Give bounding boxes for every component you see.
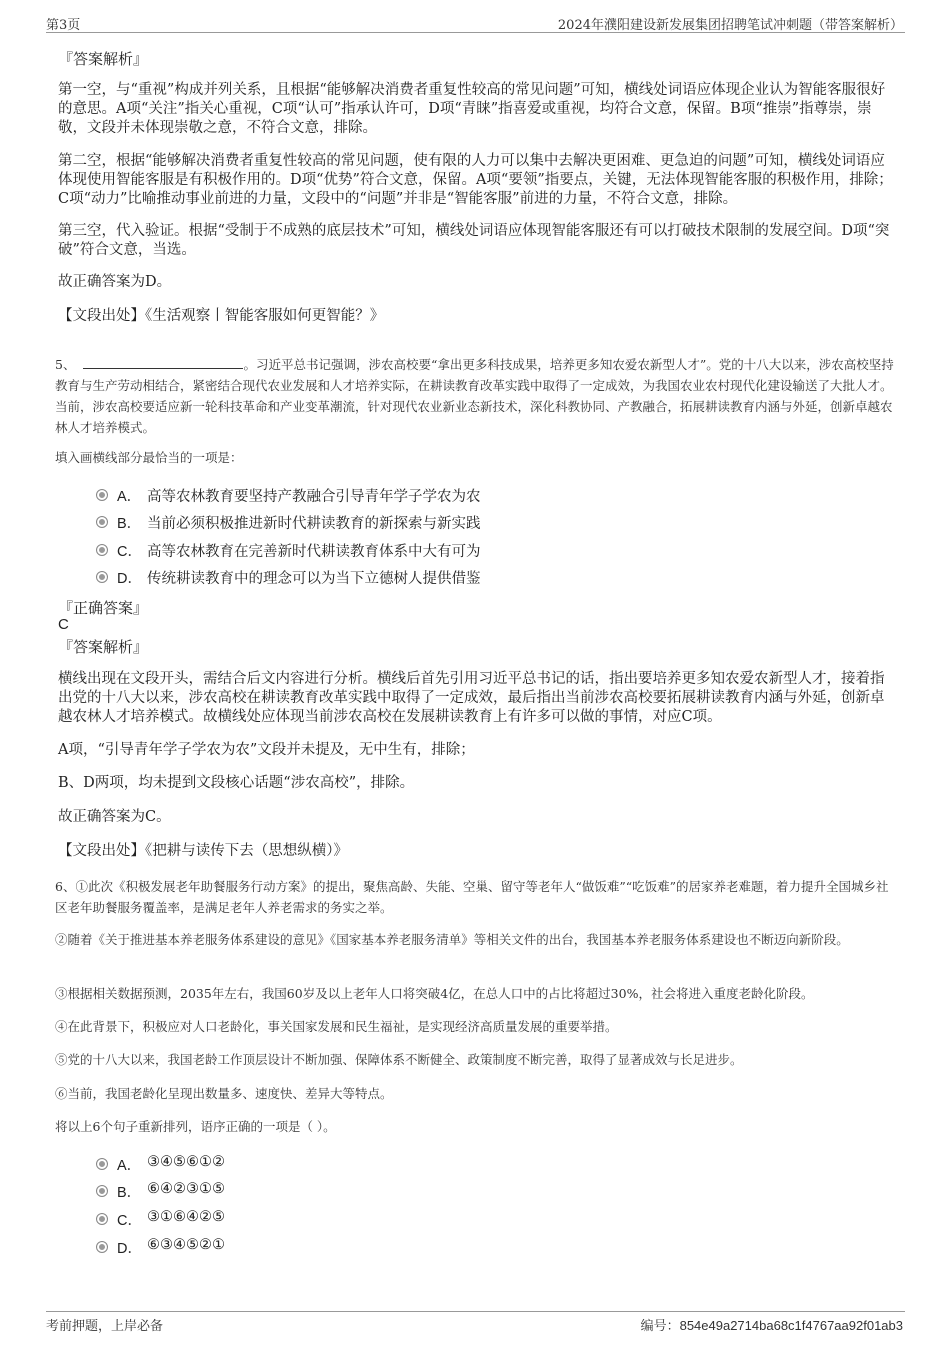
option-text: 高等农林教育在完善新时代耕读教育体系中大有可为 — [147, 544, 481, 560]
radio-icon[interactable] — [96, 516, 108, 528]
code-value: 854e49a2714ba68c1f4767aa92f01ab3 — [679, 1318, 903, 1333]
q4-source: 【文段出处】《生活观察丨智能客服如何更智能？》 — [58, 308, 385, 324]
code-label: 编号： — [640, 1319, 680, 1334]
option-text: 高等农林教育要坚持产教融合引导青年学子学农为农 — [147, 489, 481, 505]
option-text: ⑥④②③①⑤ — [147, 1181, 225, 1197]
radio-icon[interactable] — [96, 1158, 108, 1170]
radio-icon[interactable] — [96, 571, 108, 583]
page-number: 第3页 — [46, 18, 81, 33]
q4-analysis-p2: 第二空，根据“能够解决消费者重复性较高的常见问题，使有限的人力可以集中去解决更困难、更急迫的问题”可知，横线处词语应体现使用智能客服是有积极作用的。D项“优势”符合文意，保留。A项“要领”指要点，关键，无法体现智能客服的积极作用，排除；C项“动力”比喻推动事业前进的力量，文段中的“问题”并非是“智能客服”前进的力量，不符合文意，排除。 — [58, 153, 893, 207]
q5-stem — [55, 354, 895, 438]
footer-motto: 考前押题，上岸必备 — [46, 1319, 164, 1334]
q5-prompt: 填入画横线部分最恰当的一项是： — [55, 450, 243, 465]
q4-analysis-label: 『答案解析』 — [58, 50, 149, 68]
q5-answer: C — [58, 616, 69, 633]
q5-number: 5、 — [55, 357, 76, 372]
q5-conclusion: 故正确答案为C。 — [58, 809, 171, 825]
q4-analysis-p3: 第三空，代入验证。根据“受制于不成熟的底层技术”可知，横线处词语应体现智能客服还有可以打破技术限制的发展空间。D项“突破”符合文意，当选。 — [58, 223, 890, 258]
radio-icon[interactable] — [96, 1185, 108, 1197]
document-code — [641, 1315, 903, 1334]
q4-analysis-p1: 第一空，与“重视”构成并列关系，且根据“能够解决消费者重复性较高的常见问题”可知，横线处词语应体现企业认为智能客服很好的意思。A项“关注”指关心重视，C项“认可”指承认许可，D项“青睐”指喜爱或重视，均符合文意，保留。B项“推崇”指尊崇，崇敬，文段并未体现崇敬之意，不符合文意，排除。 — [58, 82, 886, 136]
option-text: ③④⑤⑥①② — [147, 1154, 225, 1170]
q5-analysis-a3: B、D两项，均未提到文段核心话题“涉农高校”，排除。 — [58, 775, 415, 791]
q6-sentence-1: 6、①此次《积极发展老年助餐服务行动方案》的提出，聚焦高龄、失能、空巢、留守等老年人“做饭难”“吃饭难”的居家养老难题，着力提升全国城乡社区老年助餐服务覆盖率，是满足老年人养老需求的务实之举。 — [55, 879, 889, 915]
radio-icon[interactable] — [96, 1213, 108, 1225]
option-text: ⑥③④⑤②① — [147, 1237, 225, 1253]
q6-sentence-6: ⑥当前，我国老龄化呈现出数量多、速度快、差异大等特点。 — [55, 1086, 393, 1101]
option-text: 传统耕读教育中的理念可以为当下立德树人提供借鉴 — [147, 571, 481, 587]
option-letter: D． — [117, 571, 142, 587]
q4-conclusion: 故正确答案为D。 — [58, 274, 172, 290]
option-letter: C． — [117, 544, 142, 560]
option-letter: A． — [117, 489, 142, 505]
q5-source: 【文段出处】《把耕与读传下去（思想纵横）》 — [58, 843, 348, 859]
option-letter: B． — [117, 1185, 142, 1201]
radio-icon[interactable] — [96, 1241, 108, 1253]
option-text: 当前必须积极推进新时代耕读教育的新探索与新实践 — [147, 516, 481, 532]
q6-sentence-5: ⑤党的十八大以来，我国老龄工作顶层设计不断加强、保障体系不断健全、政策制度不断完善，取得了显著成效与长足进步。 — [55, 1052, 743, 1067]
q5-analysis-label: 『答案解析』 — [58, 638, 149, 656]
q6-prompt: 将以上6个句子重新排列，语序正确的一项是（ ）。 — [55, 1119, 336, 1134]
radio-icon[interactable] — [96, 544, 108, 556]
q6-sentence-2: ②随着《关于推进基本养老服务体系建设的意见》《国家基本养老服务清单》等相关文件的出台，我国基本养老服务体系建设也不断迈向新阶段。 — [55, 932, 849, 947]
option-text: ③①⑥④②⑤ — [147, 1209, 225, 1225]
q5-answer-label: 『正确答案』 — [58, 599, 149, 617]
q5-analysis-a1: 横线出现在文段开头，需结合后文内容进行分析。横线后首先引用习近平总书记的话，指出要培养更多知农爱农新型人才，接着指出党的十八大以来，涉农高校在耕读教育改革实践中取得了一定成效，最后指出当前涉农高校要拓展耕读教育内涵与外延，创新卓越农林人才培养模式。故横线处应体现当前涉农高校在发展耕读教育上有许多可以做的事情，对应C项。 — [58, 671, 885, 725]
q5-analysis-a2: A项，“引导青年学子学农为农”文段并未提及，无中生有，排除； — [58, 742, 475, 758]
option-letter: B． — [117, 516, 142, 532]
q6-sentence-4: ④在此背景下，积极应对人口老龄化，事关国家发展和民生福祉，是实现经济高质量发展的重要举措。 — [55, 1019, 618, 1034]
q5-stem-text: 。习近平总书记强调，涉农高校要“拿出更多科技成果，培养更多知农爱农新型人才”。党的十八大以来，涉农高校坚持教育与生产劳动相结合，紧密结合现代农业发展和人才培养实际，在耕读教育改革实践中取得了一定成效，为我国农业农村现代化建设输送了大批人才。当前，涉农高校要适应新一轮科技革命和产业变革潮流，针对现代农业新业态新技术，深化科教协同、产教融合，拓展耕读教育内涵与外延，创新卓越农林人才培养模式。 — [55, 357, 894, 435]
option-letter: A． — [117, 1158, 142, 1174]
q5-blank — [83, 356, 243, 369]
option-letter: C． — [117, 1213, 142, 1229]
page-footer — [46, 1311, 905, 1335]
radio-icon[interactable] — [96, 489, 108, 501]
q6-sentence-3: ③根据相关数据预测，2035年左右，我国60岁及以上老年人口将突破4亿，在总人口中的占比将超过30%，社会将进入重度老龄化阶段。 — [55, 986, 814, 1001]
document-title: 2024年濮阳建设新发展集团招聘笔试冲刺题（带答案解析） — [557, 18, 903, 33]
option-letter: D． — [117, 1241, 142, 1257]
